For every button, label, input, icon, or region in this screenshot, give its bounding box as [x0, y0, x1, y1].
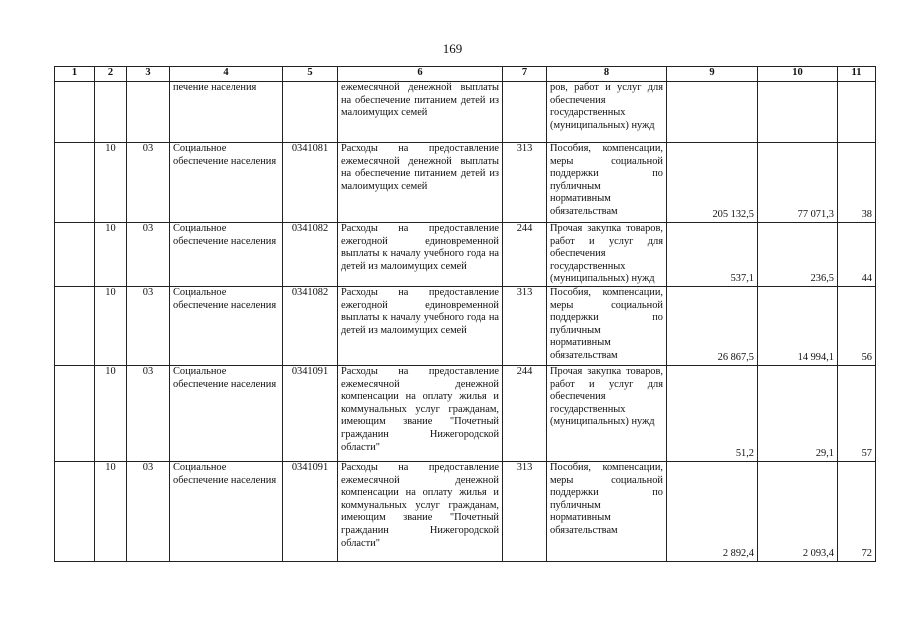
- header-cell-10: 10: [758, 67, 838, 82]
- subsection-code-cell: 03: [127, 143, 170, 223]
- executed-amount-cell: 2 093,4: [758, 461, 838, 561]
- amount-cell: 51,2: [667, 365, 758, 461]
- subsection-code-cell: 03: [127, 461, 170, 561]
- section-code-cell: 10: [95, 223, 127, 287]
- expense-type-code-cell: 313: [503, 461, 547, 561]
- expense-type-cell: Пособия, компенсации, меры социальной поддержки по публичным нормативным обязательствам: [547, 286, 667, 365]
- table-row: [55, 365, 876, 461]
- table-cell: [55, 143, 95, 223]
- header-cell-8: 8: [547, 67, 667, 82]
- expense-description-cell: Расходы на предоставление ежегодной единовременной выплаты к началу учебного года на детей из малоимущих семей: [338, 223, 503, 287]
- percent-cell: 38: [838, 143, 876, 223]
- table-row: [55, 143, 876, 223]
- header-cell-2: 2: [95, 67, 127, 82]
- target-code-cell: 0341082: [283, 286, 338, 365]
- section-code-cell: 10: [95, 286, 127, 365]
- amount-cell: 205 132,5: [667, 143, 758, 223]
- target-code-cell: 0341091: [283, 461, 338, 561]
- header-cell-6: 6: [338, 67, 503, 82]
- section-name-cell: Социальное обеспечение населения: [170, 143, 283, 223]
- header-cell-3: 3: [127, 67, 170, 82]
- section-code-cell: 10: [95, 365, 127, 461]
- expense-type-cell: Пособия, компенсации, меры социальной поддержки по публичным нормативным обязательствам: [547, 461, 667, 561]
- expense-description-cell: Расходы на предоставление ежемесячной денежной компенсации на оплату жилья и коммунальных услуг гражданам, имеющим звание "Почетный гражданин Нижегородской области": [338, 461, 503, 561]
- budget-table: [54, 66, 876, 562]
- header-cell-7: 7: [503, 67, 547, 82]
- header-cell-5: 5: [283, 67, 338, 82]
- table-cell: [127, 82, 170, 143]
- table-cell: [95, 82, 127, 143]
- expense-description-cell: Расходы на предоставление ежемесячной денежной выплаты на обеспечение питанием детей из малоимущих семей: [338, 143, 503, 223]
- section-name-cell: печение населения: [170, 82, 283, 143]
- header-cell-1: 1: [55, 67, 95, 82]
- page-number: 169: [442, 41, 463, 56]
- header-cell-11: 11: [838, 67, 876, 82]
- section-name-cell: Социальное обеспечение населения: [170, 461, 283, 561]
- section-code-cell: 10: [95, 143, 127, 223]
- section-code-cell: 10: [95, 461, 127, 561]
- expense-type-cell: Пособия, компенсации, меры социальной поддержки по публичным нормативным обязательствам: [547, 143, 667, 223]
- amount-cell: 26 867,5: [667, 286, 758, 365]
- header-row: [55, 67, 876, 82]
- expense-description-cell: Расходы на предоставление ежемесячной денежной компенсации на оплату жилья и коммунальных услуг гражданам, имеющим звание "Почетный гражданин Нижегородской области": [338, 365, 503, 461]
- expense-type-cell: Прочая закупка товаров, работ и услуг для обеспечения государственных (муниципальных) нужд: [547, 365, 667, 461]
- target-code-cell: 0341082: [283, 223, 338, 287]
- table-row: [55, 286, 876, 365]
- section-name-cell: Социальное обеспечение населения: [170, 365, 283, 461]
- executed-amount-cell: 14 994,1: [758, 286, 838, 365]
- table-cell: [667, 82, 758, 143]
- table-cell: [283, 82, 338, 143]
- continuation-row: [55, 82, 876, 143]
- amount-cell: 2 892,4: [667, 461, 758, 561]
- expense-type-code-cell: 313: [503, 143, 547, 223]
- target-code-cell: 0341081: [283, 143, 338, 223]
- section-name-cell: Социальное обеспечение населения: [170, 223, 283, 287]
- expense-type-code-cell: 313: [503, 286, 547, 365]
- expense-type-cell: Прочая закупка товаров, работ и услуг для обеспечения государственных (муниципальных) нужд: [547, 223, 667, 287]
- table-cell: [55, 461, 95, 561]
- expense-description-cell: Расходы на предоставление ежегодной единовременной выплаты к началу учебного года на детей из малоимущих семей: [338, 286, 503, 365]
- expense-type-code-cell: 244: [503, 223, 547, 287]
- table-row: [55, 461, 876, 561]
- header-cell-9: 9: [667, 67, 758, 82]
- percent-cell: 56: [838, 286, 876, 365]
- expense-description-cell: ежемесячной денежной выплаты на обеспечение питанием детей из малоимущих семей: [338, 82, 503, 143]
- table-cell: [758, 82, 838, 143]
- section-name-cell: Социальное обеспечение населения: [170, 286, 283, 365]
- table-cell: [55, 82, 95, 143]
- subsection-code-cell: 03: [127, 286, 170, 365]
- executed-amount-cell: 236,5: [758, 223, 838, 287]
- expense-type-code-cell: 244: [503, 365, 547, 461]
- executed-amount-cell: 29,1: [758, 365, 838, 461]
- subsection-code-cell: 03: [127, 223, 170, 287]
- percent-cell: 72: [838, 461, 876, 561]
- table-cell: [55, 286, 95, 365]
- table-row: [55, 223, 876, 287]
- table-cell: [838, 82, 876, 143]
- target-code-cell: 0341091: [283, 365, 338, 461]
- table-cell: [503, 82, 547, 143]
- header-cell-4: 4: [170, 67, 283, 82]
- amount-cell: 537,1: [667, 223, 758, 287]
- expense-type-cell: ров, работ и услуг для обеспечения государственных (муниципальных) нужд: [547, 82, 667, 143]
- subsection-code-cell: 03: [127, 365, 170, 461]
- table-cell: [55, 223, 95, 287]
- executed-amount-cell: 77 071,3: [758, 143, 838, 223]
- percent-cell: 57: [838, 365, 876, 461]
- percent-cell: 44: [838, 223, 876, 287]
- table-cell: [55, 365, 95, 461]
